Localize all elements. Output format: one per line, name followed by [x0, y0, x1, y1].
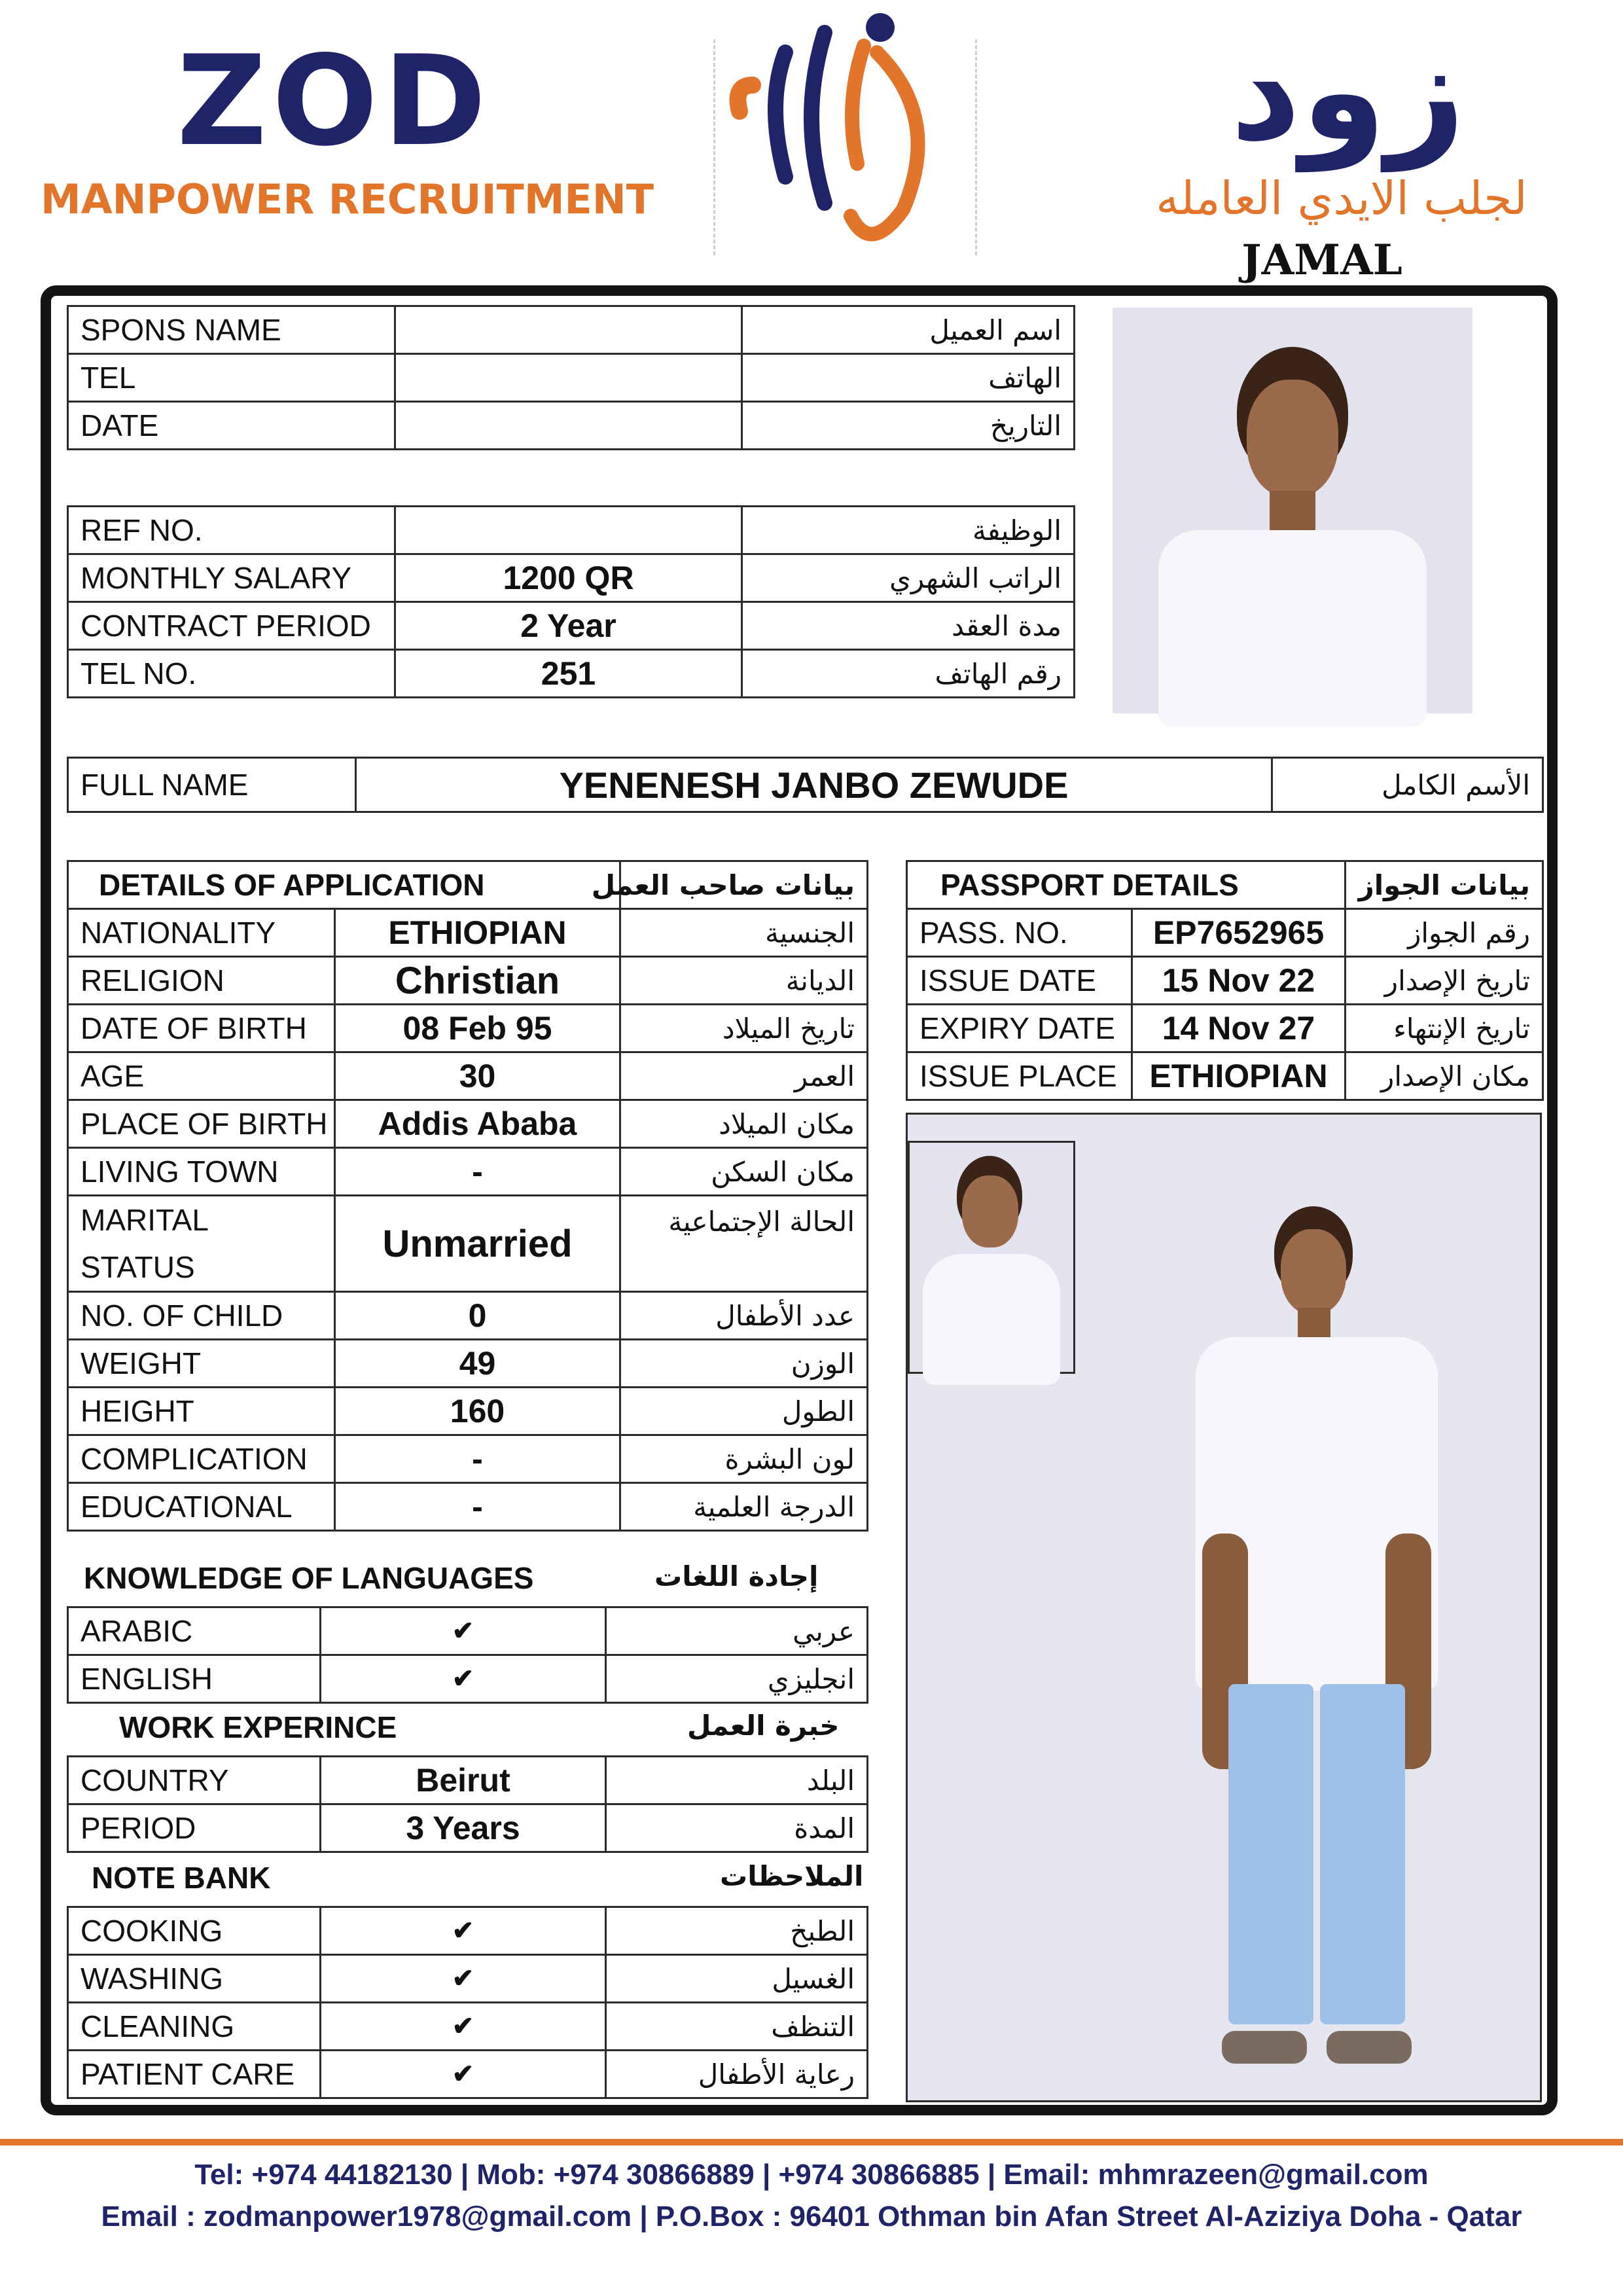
sponsor-name-label: SPONS NAME — [68, 306, 395, 354]
logo-en-subtitle: MANPOWER RECRUITMENT — [41, 175, 654, 223]
religion-label: RELIGION — [68, 957, 335, 1005]
header-divider-right — [975, 39, 977, 255]
table-row — [68, 306, 1075, 354]
marital-status-value: Unmarried — [335, 1196, 620, 1292]
sponsor-date-ar: التاريخ — [742, 402, 1075, 450]
footer-line-2: Email : zodmanpower1978@gmail.com | P.O.Box : 96401 Othman bin Afan Street Al-Aziziya Doha - Qatar — [101, 2200, 1522, 2233]
table-row — [68, 861, 868, 909]
logo-ar: زود — [1230, 11, 1466, 171]
weight-value: 49 — [335, 1340, 620, 1388]
full-name-table — [67, 757, 1544, 813]
table-row — [68, 354, 1075, 402]
tel-no-ar: رقم الهاتف — [742, 650, 1075, 698]
height-value: 160 — [335, 1388, 620, 1435]
sponsor-date-value — [395, 402, 742, 450]
full-name-label: FULL NAME — [68, 758, 356, 812]
application-title: DETAILS OF APPLICATION — [68, 861, 620, 909]
complication-ar: لون البشرة — [620, 1435, 868, 1483]
table-row — [907, 1052, 1543, 1100]
contract-table — [67, 505, 1075, 698]
living-town-label: LIVING TOWN — [68, 1148, 335, 1196]
table-row — [68, 402, 1075, 450]
arabic-label: ARABIC — [68, 1607, 321, 1655]
sponsor-name-value — [395, 306, 742, 354]
experience-title: WORK EXPERINCE — [119, 1710, 397, 1744]
pass-no-ar: رقم الجواز — [1346, 909, 1543, 957]
period-label: PERIOD — [68, 1804, 321, 1852]
table-row — [68, 602, 1075, 650]
period-value: 3 Years — [321, 1804, 606, 1852]
table-row — [68, 2003, 868, 2051]
notes-table — [67, 1906, 868, 2099]
cooking-ar: الطبخ — [606, 1907, 868, 1955]
religion-value: Christian — [335, 957, 620, 1005]
sponsor-tel-label: TEL — [68, 354, 395, 402]
marital-status-ar: الحالة الإجتماعية — [620, 1196, 868, 1292]
issue-date-ar: تاريخ الإصدار — [1346, 957, 1543, 1005]
age-ar: العمر — [620, 1052, 868, 1100]
contract-period-label: CONTRACT PERIOD — [68, 602, 395, 650]
table-row — [907, 909, 1543, 957]
english-ar: انجليزي — [606, 1655, 868, 1703]
religion-ar: الديانة — [620, 957, 868, 1005]
salary-ar: الراتب الشهري — [742, 554, 1075, 602]
issue-date-value: 15 Nov 22 — [1132, 957, 1346, 1005]
table-row — [68, 1292, 868, 1340]
marital-status-label — [68, 1196, 335, 1292]
issue-place-label: ISSUE PLACE — [907, 1052, 1132, 1100]
dob-ar: تاريخ الميلاد — [620, 1005, 868, 1052]
living-town-value: - — [335, 1148, 620, 1196]
table-row — [68, 1607, 868, 1655]
table-row — [907, 1005, 1543, 1052]
languages-table — [67, 1606, 868, 1704]
inset-photo — [908, 1141, 1075, 1374]
passport-title: PASSPORT DETAILS — [907, 861, 1346, 909]
table-row — [68, 2051, 868, 2098]
full-name-ar: الأسم الكامل — [1272, 758, 1543, 812]
table-row — [68, 1435, 868, 1483]
period-ar: المدة — [606, 1804, 868, 1852]
table-row — [68, 1757, 868, 1804]
dob-value: 08 Feb 95 — [335, 1005, 620, 1052]
portrait-photo — [1113, 308, 1472, 713]
ref-no-label: REF NO. — [68, 507, 395, 554]
washing-check-icon: ✔ — [321, 1955, 606, 2003]
weight-ar: الوزن — [620, 1340, 868, 1388]
cleaning-label: CLEANING — [68, 2003, 321, 2051]
table-row — [68, 507, 1075, 554]
table-row — [68, 554, 1075, 602]
zod-emblem-icon — [726, 7, 962, 255]
table-row — [907, 957, 1543, 1005]
table-row — [68, 1148, 868, 1196]
expiry-date-value: 14 Nov 27 — [1132, 1005, 1346, 1052]
expiry-date-label: EXPIRY DATE — [907, 1005, 1132, 1052]
expiry-date-ar: تاريخ الإنتهاء — [1346, 1005, 1543, 1052]
tel-no-value: 251 — [395, 650, 742, 698]
weight-label: WEIGHT — [68, 1340, 335, 1388]
sponsor-name-ar: اسم العميل — [742, 306, 1075, 354]
age-label: AGE — [68, 1052, 335, 1100]
patient-care-label: PATIENT CARE — [68, 2051, 321, 2098]
footer-rule — [0, 2139, 1623, 2145]
sponsor-tel-ar: الهاتف — [742, 354, 1075, 402]
issue-place-ar: مكان الإصدار — [1346, 1052, 1543, 1100]
place-of-birth-label: PLACE OF BIRTH — [68, 1100, 335, 1148]
ref-no-value — [395, 507, 742, 554]
languages-title: KNOWLEDGE OF LANGUAGES — [84, 1561, 534, 1595]
table-row — [68, 1005, 868, 1052]
nationality-label: NATIONALITY — [68, 909, 335, 957]
place-of-birth-value: Addis Ababa — [335, 1100, 620, 1148]
country-value: Beirut — [321, 1757, 606, 1804]
pass-no-label: PASS. NO. — [907, 909, 1132, 957]
pass-no-value: EP7652965 — [1132, 909, 1346, 957]
height-label: HEIGHT — [68, 1388, 335, 1435]
full-body-photo — [906, 1113, 1542, 2102]
table-row — [68, 650, 1075, 698]
height-ar: الطول — [620, 1388, 868, 1435]
complication-label: COMPLICATION — [68, 1435, 335, 1483]
sponsor-date-label: DATE — [68, 402, 395, 450]
cooking-check-icon: ✔ — [321, 1907, 606, 1955]
age-value: 30 — [335, 1052, 620, 1100]
passport-table — [906, 860, 1544, 1101]
arabic-ar: عربي — [606, 1607, 868, 1655]
marital-label-line2: STATUS — [80, 1250, 195, 1284]
marital-label-line1: MARITAL — [80, 1203, 209, 1237]
table-row — [68, 909, 868, 957]
brand-name: JAMAL — [1241, 236, 1402, 285]
table-row — [68, 1655, 868, 1703]
washing-label: WASHING — [68, 1955, 321, 2003]
cleaning-ar: التنظف — [606, 2003, 868, 2051]
full-name-value: YENENESH JANBO ZEWUDE — [356, 758, 1272, 812]
languages-title-ar: إجادة اللغات — [654, 1560, 819, 1592]
issue-date-label: ISSUE DATE — [907, 957, 1132, 1005]
table-row — [68, 1052, 868, 1100]
patient-care-ar: رعاية الأطفال — [606, 2051, 868, 2098]
notes-title-ar: الملاحظات — [720, 1860, 864, 1892]
arabic-check-icon: ✔ — [321, 1607, 606, 1655]
dob-label: DATE OF BIRTH — [68, 1005, 335, 1052]
children-value: 0 — [335, 1292, 620, 1340]
table-row — [68, 1955, 868, 2003]
living-town-ar: مكان السكن — [620, 1148, 868, 1196]
children-ar: عدد الأطفال — [620, 1292, 868, 1340]
table-row — [68, 1340, 868, 1388]
country-ar: البلد — [606, 1757, 868, 1804]
table-row — [907, 861, 1543, 909]
sponsor-table — [67, 305, 1075, 450]
educational-value: - — [335, 1483, 620, 1531]
experience-title-ar: خبرة العمل — [687, 1710, 840, 1742]
passport-title-ar: بيانات الجواز — [1346, 861, 1543, 909]
table-row — [68, 1907, 868, 1955]
experience-table — [67, 1755, 868, 1853]
table-row — [68, 1483, 868, 1531]
issue-place-value: ETHIOPIAN — [1132, 1052, 1346, 1100]
table-row — [68, 1100, 868, 1148]
table-row — [68, 1196, 868, 1292]
nationality-ar: الجنسية — [620, 909, 868, 957]
contract-period-ar: مدة العقد — [742, 602, 1075, 650]
application-title-ar: بيانات صاحب العمل — [620, 861, 868, 909]
salary-value: 1200 QR — [395, 554, 742, 602]
washing-ar: الغسيل — [606, 1955, 868, 2003]
logo-ar-subtitle: لجلب الايدي العامله — [1156, 171, 1527, 225]
children-label: NO. OF CHILD — [68, 1292, 335, 1340]
footer-line-1: Tel: +974 44182130 | Mob: +974 30866889 | +974 30866885 | Email: mhmrazeen@gmail.com — [194, 2159, 1429, 2191]
english-check-icon: ✔ — [321, 1655, 606, 1703]
sponsor-tel-value — [395, 354, 742, 402]
place-of-birth-ar: مكان الميلاد — [620, 1100, 868, 1148]
notes-title: NOTE BANK — [92, 1861, 271, 1895]
table-row — [68, 957, 868, 1005]
country-label: COUNTRY — [68, 1757, 321, 1804]
logo-en: ZOD — [177, 29, 492, 173]
english-label: ENGLISH — [68, 1655, 321, 1703]
patient-care-check-icon: ✔ — [321, 2051, 606, 2098]
ref-no-ar: الوظيفة — [742, 507, 1075, 554]
educational-label: EDUCATIONAL — [68, 1483, 335, 1531]
cooking-label: COOKING — [68, 1907, 321, 1955]
educational-ar: الدرجة العلمية — [620, 1483, 868, 1531]
table-row — [68, 1804, 868, 1852]
contract-period-value: 2 Year — [395, 602, 742, 650]
table-row — [68, 758, 1543, 812]
header-divider-left — [713, 39, 715, 255]
application-table — [67, 860, 868, 1532]
tel-no-label: TEL NO. — [68, 650, 395, 698]
complication-value: - — [335, 1435, 620, 1483]
table-row — [68, 1388, 868, 1435]
nationality-value: ETHIOPIAN — [335, 909, 620, 957]
cleaning-check-icon: ✔ — [321, 2003, 606, 2051]
salary-label: MONTHLY SALARY — [68, 554, 395, 602]
